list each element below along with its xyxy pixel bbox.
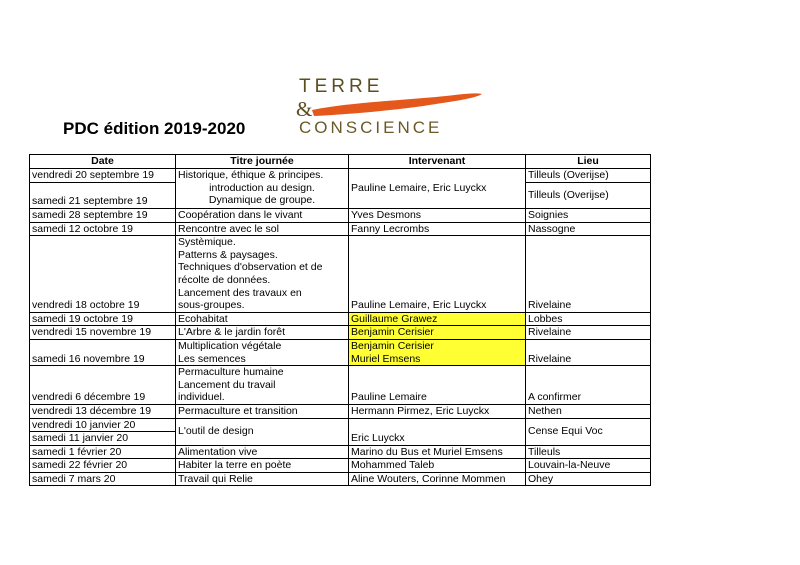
date-cell: samedi 7 mars 20 bbox=[30, 472, 176, 486]
table-row bbox=[30, 339, 651, 365]
lieu-cell: Rivelaine bbox=[526, 339, 651, 365]
date-cell: samedi 11 janvier 20 bbox=[30, 432, 176, 446]
table-row bbox=[30, 418, 651, 432]
lieu-cell: Tilleuls (Overijse) bbox=[526, 183, 651, 209]
logo-ampersand: & bbox=[296, 97, 313, 121]
table-row bbox=[30, 366, 651, 405]
logo-text-conscience: CONSCIENCE bbox=[299, 118, 443, 137]
titre-cell: L'Arbre & le jardin forêt bbox=[176, 326, 349, 340]
intervenant-cell: Benjamin Cerisier bbox=[349, 326, 526, 340]
titre-cell: Rencontre avec le sol bbox=[176, 222, 349, 236]
header-intervenant: Intervenant bbox=[349, 155, 526, 169]
intervenant-cell: Pauline Lemaire, Eric Luyckx bbox=[349, 236, 526, 313]
table-row bbox=[30, 169, 651, 183]
table-row bbox=[30, 472, 651, 486]
date-cell: vendredi 6 décembre 19 bbox=[30, 366, 176, 405]
lieu-cell: Lobbes bbox=[526, 312, 651, 326]
lieu-cell: Tilleuls bbox=[526, 445, 651, 459]
date-cell: samedi 1 février 20 bbox=[30, 445, 176, 459]
titre-line: individuel. bbox=[178, 391, 225, 404]
logo bbox=[296, 76, 496, 140]
page-title: PDC édition 2019-2020 bbox=[63, 119, 246, 138]
titre-cell bbox=[176, 366, 349, 405]
titre-line: récolte de données. bbox=[178, 273, 271, 286]
intervenant-cell: Hermann Pirmez, Eric Luyckx bbox=[349, 404, 526, 418]
lieu-cell: Rivelaine bbox=[526, 236, 651, 313]
titre-line: Permaculture humaine bbox=[178, 366, 284, 379]
lieu-cell: Rivelaine bbox=[526, 326, 651, 340]
lieu-cell: Cense Equi Voc bbox=[526, 418, 651, 445]
date-cell: vendredi 18 octobre 19 bbox=[30, 236, 176, 313]
titre-cell: L'outil de design bbox=[176, 418, 349, 445]
date-cell: samedi 21 septembre 19 bbox=[30, 183, 176, 209]
lieu-cell: Tilleuls (Overijse) bbox=[526, 169, 651, 183]
date-cell: samedi 28 septembre 19 bbox=[30, 209, 176, 223]
date-cell: vendredi 20 septembre 19 bbox=[30, 169, 176, 183]
schedule-table bbox=[29, 154, 651, 486]
date-cell: vendredi 10 janvier 20 bbox=[30, 418, 176, 432]
titre-line: Lancement du travail bbox=[178, 378, 276, 391]
titre-line: Les semences bbox=[178, 352, 246, 365]
date-cell: samedi 22 février 20 bbox=[30, 459, 176, 473]
table-row bbox=[30, 445, 651, 459]
titre-cell: Permaculture et transition bbox=[176, 404, 349, 418]
lieu-cell: Louvain-la-Neuve bbox=[526, 459, 651, 473]
date-cell: samedi 12 octobre 19 bbox=[30, 222, 176, 236]
header-titre: Titre journée bbox=[176, 155, 349, 169]
intervenant-cell: Mohammed Taleb bbox=[349, 459, 526, 473]
date-cell: vendredi 15 novembre 19 bbox=[30, 326, 176, 340]
table-row bbox=[30, 459, 651, 473]
titre-cell bbox=[176, 169, 349, 209]
intervenant-cell: Aline Wouters, Corinne Mommen bbox=[349, 472, 526, 486]
table-row bbox=[30, 222, 651, 236]
header-lieu: Lieu bbox=[526, 155, 651, 169]
titre-line: introduction au design. bbox=[209, 181, 315, 194]
intervenant-cell bbox=[349, 339, 526, 365]
titre-cell: Travail qui Relie bbox=[176, 472, 349, 486]
lieu-cell: Ohey bbox=[526, 472, 651, 486]
date-cell: vendredi 13 décembre 19 bbox=[30, 404, 176, 418]
intervenant-cell: Eric Luyckx bbox=[349, 418, 526, 445]
intervenant-cell: Guillaume Grawez bbox=[349, 312, 526, 326]
titre-cell bbox=[176, 236, 349, 313]
titre-line: Historique, éthique & principes. bbox=[178, 169, 324, 181]
intervenant-cell: Pauline Lemaire, Eric Luyckx bbox=[349, 169, 526, 209]
table-row bbox=[30, 326, 651, 340]
logo-text-terre: TERRE bbox=[299, 76, 384, 97]
table-row bbox=[30, 209, 651, 223]
titre-line: Patterns & paysages. bbox=[178, 248, 278, 261]
date-cell: samedi 19 octobre 19 bbox=[30, 312, 176, 326]
titre-cell: Habiter la terre en poète bbox=[176, 459, 349, 473]
titre-line: Systèmique. bbox=[178, 236, 236, 249]
lieu-cell: A confirmer bbox=[526, 366, 651, 405]
intervenant-cell: Marino du Bus et Muriel Emsens bbox=[349, 445, 526, 459]
header-row bbox=[30, 155, 651, 169]
titre-cell: Coopération dans le vivant bbox=[176, 209, 349, 223]
lieu-cell: Nethen bbox=[526, 404, 651, 418]
titre-line: Techniques d'observation et de bbox=[178, 261, 323, 274]
intervenant-line: Benjamin Cerisier bbox=[351, 339, 434, 352]
table-row bbox=[30, 236, 651, 313]
intervenant-cell: Fanny Lecrombs bbox=[349, 222, 526, 236]
titre-cell: Alimentation vive bbox=[176, 445, 349, 459]
titre-line: Multiplication végétale bbox=[178, 339, 282, 352]
header-date: Date bbox=[30, 155, 176, 169]
table-row bbox=[30, 312, 651, 326]
intervenant-line: Muriel Emsens bbox=[351, 352, 421, 365]
intervenant-cell: Yves Desmons bbox=[349, 209, 526, 223]
date-cell: samedi 16 novembre 19 bbox=[30, 339, 176, 365]
lieu-cell: Soignies bbox=[526, 209, 651, 223]
titre-cell: Ecohabitat bbox=[176, 312, 349, 326]
titre-line: Lancement des travaux en bbox=[178, 286, 302, 299]
lieu-cell: Nassogne bbox=[526, 222, 651, 236]
titre-line: sous-groupes. bbox=[178, 299, 245, 312]
table-row bbox=[30, 404, 651, 418]
intervenant-cell: Pauline Lemaire bbox=[349, 366, 526, 405]
titre-cell bbox=[176, 339, 349, 365]
titre-line: Dynamique de groupe. bbox=[208, 194, 316, 207]
